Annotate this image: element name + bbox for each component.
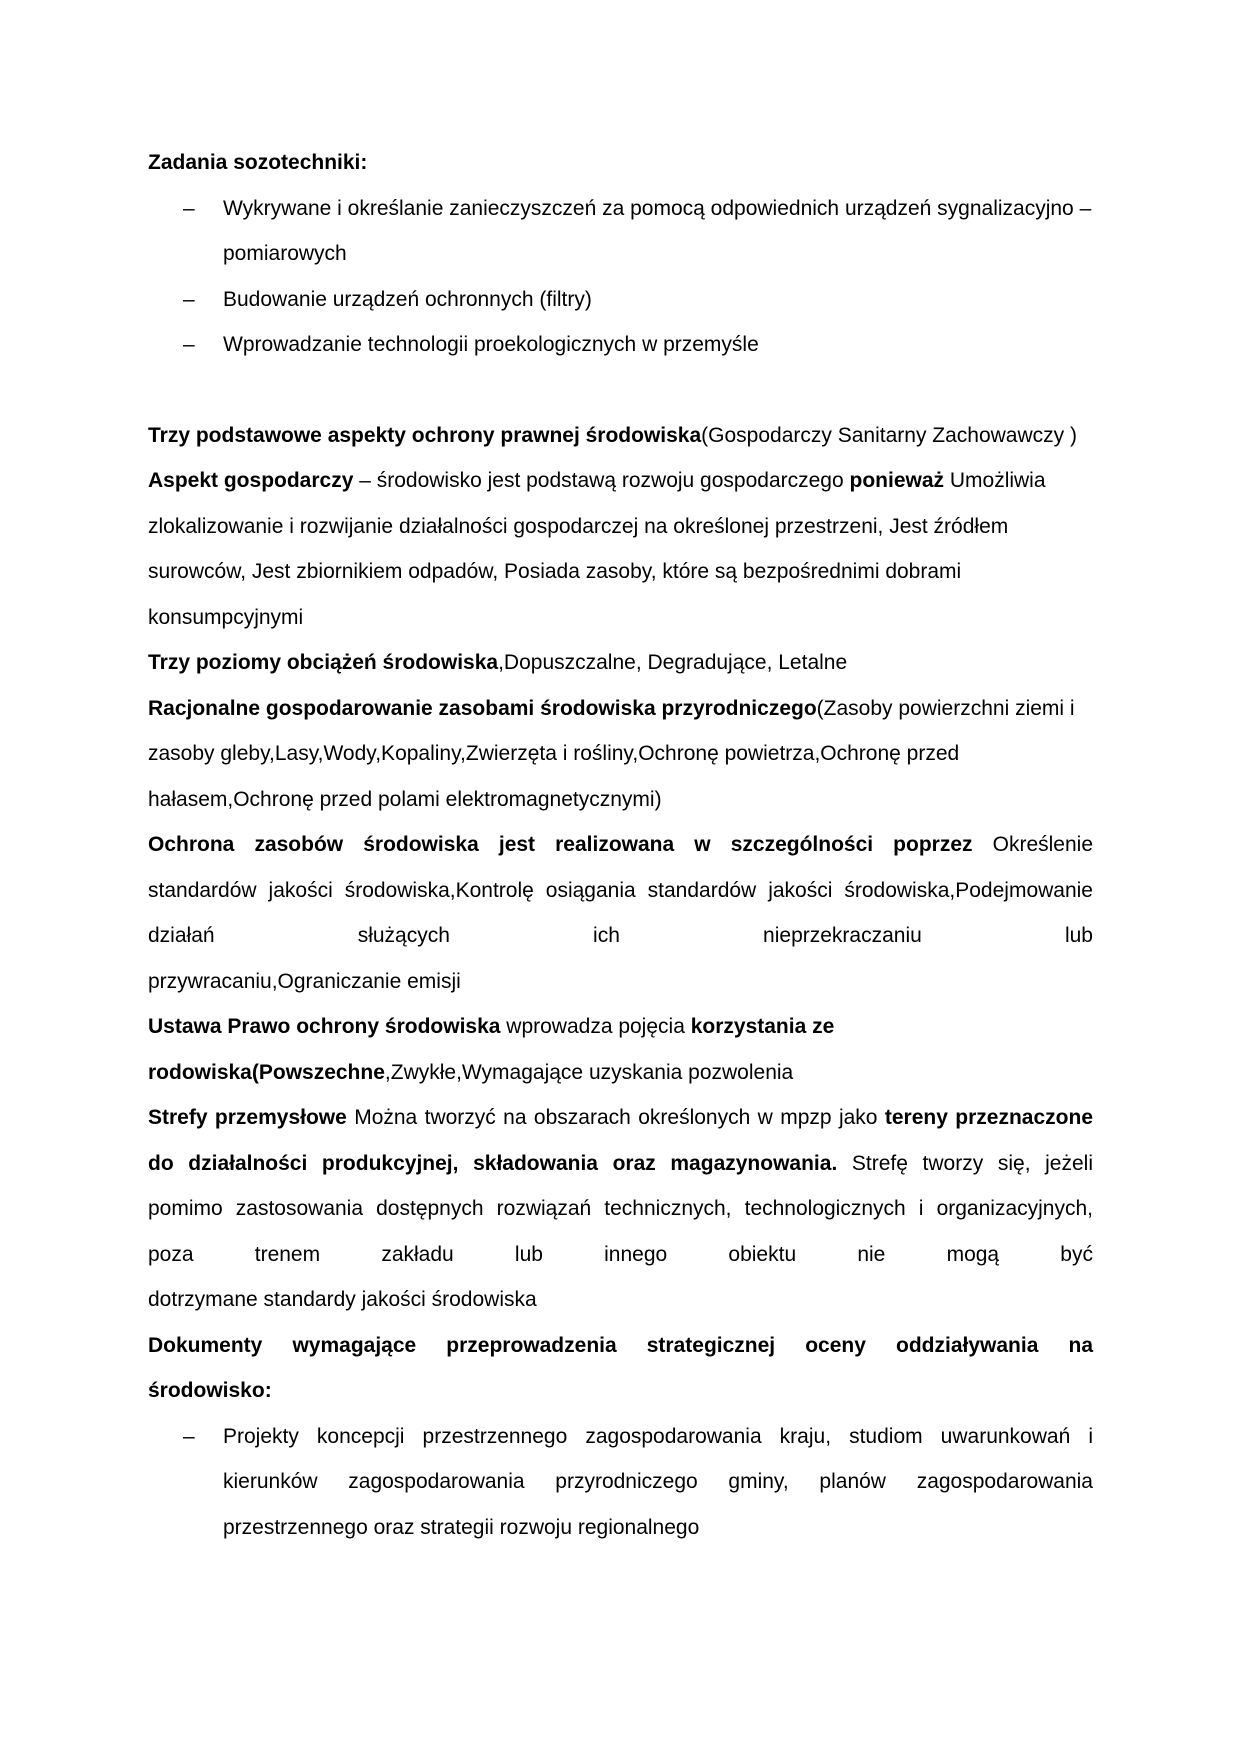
spacer <box>148 368 1093 413</box>
poziomy-paragraph: Trzy poziomy obciążeń środowiska,Dopuszczalne, Degradujące, Letalne <box>148 651 848 674</box>
zadania-list <box>148 186 1093 368</box>
list-item: – Wprowadzanie technologii proekologicznych w przemyśle <box>148 322 1093 368</box>
ochrona-paragraph: Ochrona zasobów środowiska jest realizowana w szczególności poprzez Określenie standardów jakości środowiska,Kontrolę osiągania standardów jakości środowiska,Podejmowanie działań służących ich nieprzekraczaniu lub przywracaniu,Ograniczanie emisji <box>148 833 1094 993</box>
dash-bullet: – <box>183 333 195 356</box>
dokumenty-list <box>148 1414 1093 1551</box>
dokumenty-heading: Dokumenty wymagające przeprowadzenia strategicznej oceny oddziaływania na środowisko: <box>148 1333 1093 1402</box>
ustawa-paragraph: Ustawa Prawo ochrony środowiska wprowadza pojęcia korzystania ze rodowiska(Powszechne,Zwykłe,Wymagające uzyskania pozwolenia <box>148 1015 835 1084</box>
dash-bullet: – <box>183 196 195 220</box>
gospodarczy-paragraph: Aspekt gospodarczy – środowisko jest podstawą rozwoju gospodarczego ponieważ Umożliwia zlokalizowanie i rozwijanie działalności gospodarczej na określonej przestrzeni, Jest źródłem surowców, Jest zbiornikiem odpadów, Posiada zasoby, które są bezpośrednimi dobrami konsumpcyjnymi <box>148 469 1046 629</box>
list-item: – Wykrywane i określanie zanieczyszczeń za pomocą odpowiednich urządzeń sygnalizacyjno – pomiarowych <box>148 186 1093 277</box>
list-item: – Budowanie urządzeń ochronnych (filtry) <box>148 277 1093 323</box>
list-item: – Projekty koncepcji przestrzennego zagospodarowania kraju, studiom uwarunkowań i kierunków zagospodarowania przyrodniczego gminy, planów zagospodarowania przestrzennego oraz strategii rozwoju regionalnego <box>148 1414 1093 1551</box>
racjonalne-paragraph: Racjonalne gospodarowanie zasobami środowiska przyrodniczego(Zasoby powierzchni ziemi i zasoby gleby,Lasy,Wody,Kopaliny,Zwierzęta i rośliny,Ochronę powietrza,Ochronę przed hałasem,Ochronę przed polami elektromagnetycznymi) <box>148 696 1075 811</box>
aspekty-paragraph: Trzy podstawowe aspekty ochrony prawnej środowiska(Gospodarczy Sanitarny Zachowawczy ) <box>148 423 1077 447</box>
zadania-heading: Zadania sozotechniki: <box>148 151 368 174</box>
dash-bullet: – <box>183 287 195 311</box>
strefy-paragraph: Strefy przemysłowe Można tworzyć na obszarach określonych w mpzp jako tereny przeznaczone do działalności produkcyjnej, składowania oraz magazynowania. Strefę tworzy się, jeżeli pomimo zastosowania dostępnych rozwiązań technicznych, technologicznych i organizacyjnych, poza trenem zakładu lub innego obiektu nie mogą być dotrzymane standardy jakości środowiska <box>148 1106 1093 1311</box>
dash-bullet: – <box>183 1424 195 1448</box>
document-body <box>148 140 1093 1550</box>
